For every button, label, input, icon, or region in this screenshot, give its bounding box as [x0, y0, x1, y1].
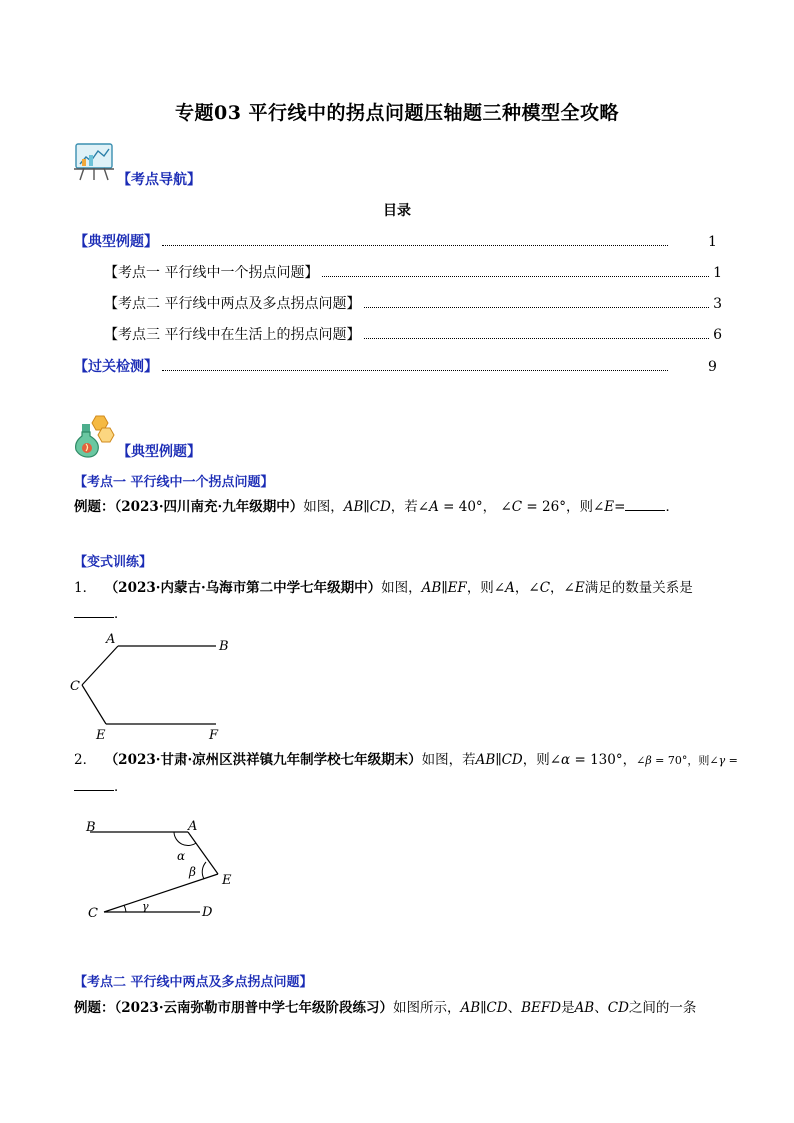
- answer-blank[interactable]: [74, 778, 114, 791]
- variant-heading: 【变式训练】: [74, 555, 153, 570]
- question-math: E: [574, 580, 585, 596]
- toc-heading: 目录: [383, 203, 411, 219]
- question-math: β: [645, 754, 652, 767]
- toc-row-page: 1: [713, 265, 722, 281]
- question-number: 1．: [74, 580, 97, 596]
- question-1: [74, 578, 724, 598]
- figure-label: F: [209, 728, 219, 742]
- figure-label: B: [86, 820, 96, 835]
- figure-label: E: [96, 728, 106, 742]
- question-math: AB∥EF: [421, 580, 467, 596]
- toc-row[interactable]: [74, 356, 722, 376]
- question-text: ．: [114, 779, 128, 795]
- example-math: E: [604, 499, 615, 515]
- toc-row[interactable]: [104, 262, 722, 282]
- toc-row-page: 1: [708, 234, 717, 250]
- figure-label: C: [88, 906, 98, 921]
- question-2: [74, 750, 738, 771]
- example-text: 、: [594, 1000, 608, 1016]
- figure-q2: [82, 812, 242, 922]
- question-text: 如图，若: [421, 752, 476, 768]
- toc-row-page: 6: [713, 327, 722, 343]
- example-math: CD: [607, 1000, 629, 1016]
- question-math: γ: [718, 754, 726, 767]
- example-text: ．: [665, 499, 679, 515]
- toc-row[interactable]: [74, 231, 722, 251]
- presentation-board-icon: [74, 142, 118, 182]
- toc-row-label: 【过关检测】: [74, 359, 158, 375]
- answer-blank[interactable]: [625, 498, 665, 511]
- example-source: （2023·云南弥勒市朋普中学七年级阶段练习）: [114, 1000, 394, 1016]
- toc-row-label: 【考点二 平行线中两点及多点拐点问题】: [104, 296, 361, 312]
- example-text: 如图，: [303, 499, 344, 515]
- typical-examples-heading: 【典型例题】: [117, 444, 201, 460]
- toc-row-page: 3: [713, 296, 722, 312]
- question-math: A: [505, 580, 515, 596]
- question-text: ．: [114, 606, 128, 622]
- question-source: （2023·甘肃·凉州区洪祥镇九年制学校七年级期末）: [104, 752, 422, 768]
- example-text: 是: [561, 1000, 575, 1016]
- question-text: 如图，: [381, 580, 422, 596]
- figure-label: α: [177, 849, 186, 863]
- example-text: 、: [507, 1000, 522, 1016]
- question-math: AB∥CD: [475, 752, 523, 768]
- question-text: = 130°，: [570, 752, 637, 768]
- question-math: C: [539, 580, 551, 596]
- toc-leader: [364, 297, 709, 308]
- example-text: =: [614, 499, 626, 515]
- point1-example: [74, 497, 679, 517]
- toc-leader: [162, 235, 668, 246]
- example-math: A: [429, 499, 439, 515]
- figure-label: D: [202, 905, 213, 920]
- figure-label: β: [189, 865, 196, 879]
- question-text: ，∠: [550, 580, 575, 596]
- question-text: ，则∠: [522, 752, 562, 768]
- nav-heading: 【考点导航】: [117, 172, 201, 188]
- example-source: （2023·四川南充·九年级期中）: [114, 499, 304, 515]
- question-text: 满足的数量关系是: [584, 580, 693, 596]
- question-text: ∠: [636, 754, 646, 767]
- figure-label: γ: [142, 900, 149, 913]
- question-source: （2023·内蒙古·乌海市第二中学七年级期中）: [104, 580, 382, 596]
- page-title: 专题03 平行线中的拐点问题压轴题三种模型全攻略: [174, 102, 620, 124]
- answer-blank[interactable]: [74, 605, 114, 618]
- toc-row-page: 9: [708, 359, 717, 375]
- example-math: C: [511, 499, 523, 515]
- question-text: =: [725, 754, 738, 767]
- question-text: = 70°，则∠: [651, 754, 719, 767]
- question-math: α: [561, 752, 571, 768]
- figure-q1: [66, 630, 236, 742]
- figure-label: A: [188, 819, 198, 834]
- example-math: AB∥CD: [343, 499, 391, 515]
- toc-leader: [162, 360, 668, 371]
- toc-leader: [364, 328, 709, 339]
- question-text: ，则∠: [466, 580, 506, 596]
- figure-label: C: [70, 679, 80, 694]
- point2-heading: 【考点二 平行线中两点及多点拐点问题】: [74, 975, 313, 990]
- flask-icon: [72, 414, 116, 458]
- figure-label: B: [219, 639, 229, 654]
- question-2-answer-line: [74, 777, 128, 797]
- question-1-answer-line: [74, 604, 128, 624]
- toc-row[interactable]: [104, 293, 722, 313]
- example-math: AB: [574, 1000, 595, 1016]
- example-prefix: 例题：: [74, 1000, 115, 1016]
- example-text: ，若∠: [390, 499, 430, 515]
- question-number: 2．: [74, 752, 97, 768]
- toc-row-label: 【典型例题】: [74, 234, 158, 250]
- example-text: = 26°，则∠: [522, 499, 605, 515]
- toc-leader: [322, 266, 709, 277]
- example-text: 之间的一条: [628, 1000, 697, 1016]
- point2-example: [74, 998, 696, 1018]
- example-math: AB∥CD: [460, 1000, 508, 1016]
- figure-label: A: [106, 632, 116, 647]
- toc-row-label: 【考点一 平行线中一个拐点问题】: [104, 265, 319, 281]
- toc-row[interactable]: [104, 324, 722, 344]
- example-math: BEFD: [521, 1000, 562, 1016]
- toc-row-label: 【考点三 平行线中在生活上的拐点问题】: [104, 327, 361, 343]
- example-text: 如图所示，: [393, 1000, 461, 1016]
- figure-label: E: [222, 873, 232, 888]
- example-prefix: 例题：: [74, 499, 115, 515]
- question-text: ，∠: [514, 580, 540, 596]
- example-text: = 40°， ∠: [438, 499, 512, 515]
- point1-heading: 【考点一 平行线中一个拐点问题】: [74, 475, 274, 490]
